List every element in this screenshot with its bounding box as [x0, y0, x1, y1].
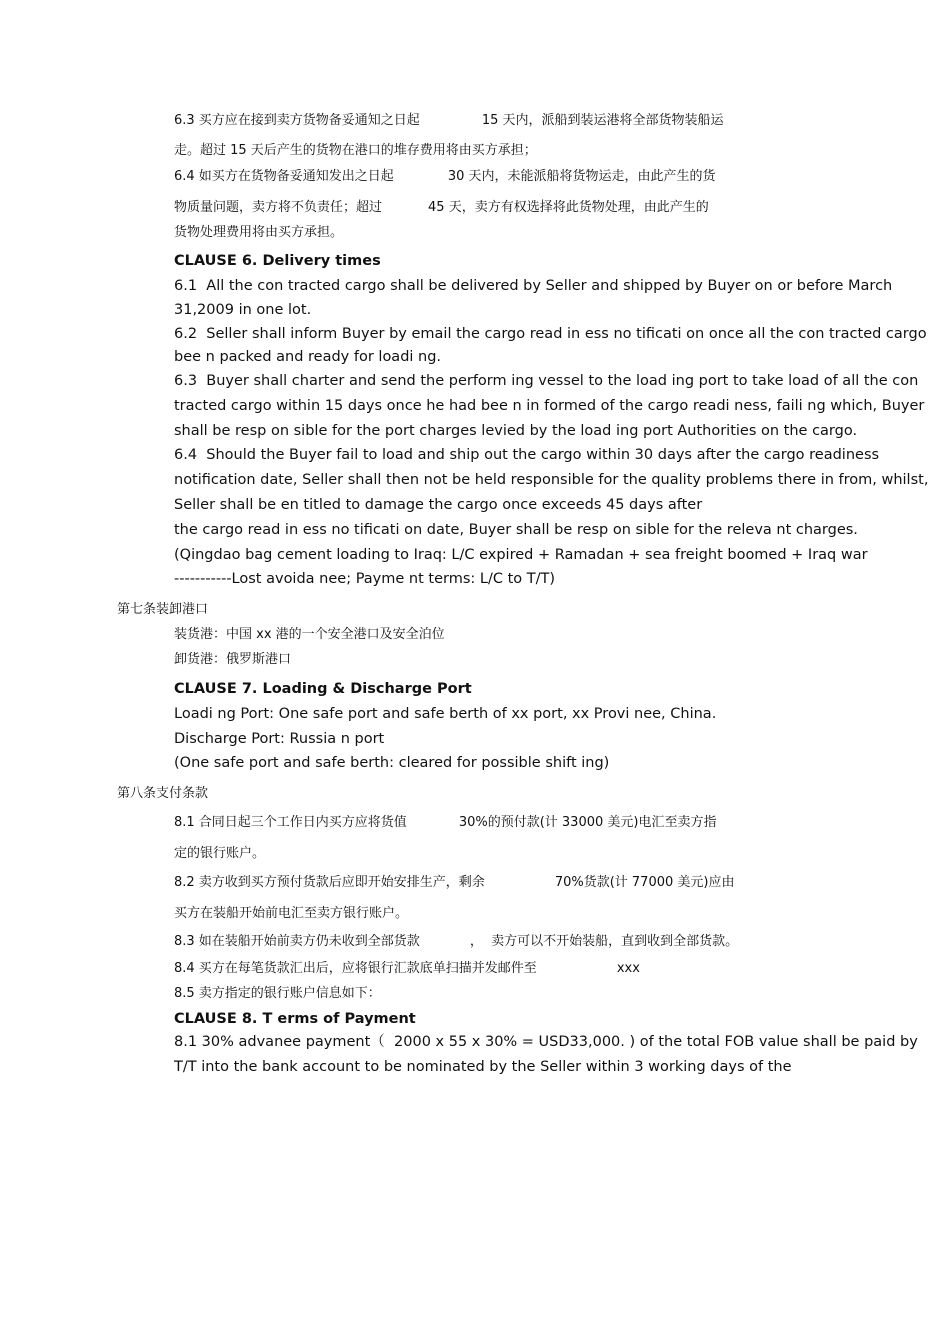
clause-6-4-line-3: Seller shall be en titled to damage the cargo once exceeds 45 days after — [174, 497, 703, 513]
note-line-1: (Qingdao bag cement loading to Iraq: L/C expired + Ramadan + sea freight boomed + Iraq war — [174, 547, 868, 563]
text-segment: 8.4 买方在每笔货款汇出后，应将银行汇款底单扫描并发邮件至 — [174, 961, 537, 976]
clause-8-1-line-1: 8.1 30% advanee payment（ 2000 x 55 x 30% = USD33,000. ) of the total FOB value shall be paid by — [174, 1034, 918, 1050]
text-segment: ， 卖方可以不开始装船，直到收到全部货款。 — [469, 934, 739, 949]
cn-clause-7-loading-port: 装货港：中国 xx 港的一个安全港口及安全泊位 — [174, 627, 445, 642]
cn-clause-6-3-line-1 — [174, 112, 724, 130]
clause-6-3-line-1: 6.3 Buyer shall charter and send the perform ing vessel to the load ing port to take load of all the con — [174, 373, 919, 389]
cn-clause-8-3 — [174, 933, 738, 951]
clause-7-heading: CLAUSE 7. Loading & Discharge Port — [174, 681, 472, 697]
cn-clause-6-4-line-1 — [174, 168, 716, 186]
clause-8-heading: CLAUSE 8. T erms of Payment — [174, 1011, 416, 1027]
note-line-2: -----------Lost avoida nee; Payme nt terms: L/C to T/T) — [174, 571, 555, 587]
clause-6-3-line-3: shall be resp on sible for the port charges levied by the load ing port Authorities on the cargo. — [174, 423, 858, 439]
cn-clause-6-4-line-3: 货物处理费用将由买方承担。 — [174, 225, 344, 240]
clause-6-2-line-2: bee n packed and ready for loadi ng. — [174, 349, 442, 365]
clause-6-1-line-1: 6.1 All the con tracted cargo shall be delivered by Seller and shipped by Buyer on or before March — [174, 278, 893, 294]
cn-clause-8-heading: 第八条支付条款 — [117, 786, 209, 801]
cn-clause-8-1-line-1 — [174, 814, 716, 832]
cn-clause-6-3-line-2: 走。超过 15 天后产生的货物在港口的堆存费用将由买方承担； — [174, 143, 537, 158]
text-segment: 6.4 如买方在货物备妥通知发出之日起 — [174, 169, 394, 184]
clause-6-4-line-2: notification date, Seller shall then not be held responsible for the quality problems there in from, whilst, — [174, 472, 929, 488]
clause-7-discharge-port: Discharge Port: Russia n port — [174, 731, 385, 747]
clause-6-1-line-2: 31,2009 in one lot. — [174, 302, 312, 318]
text-segment: 30 天内，未能派船将货物运走，由此产生的货 — [447, 169, 716, 184]
text-segment: 15 天内，派船到装运港将全部货物装船运 — [481, 113, 724, 128]
clause-7-loading-port: Loadi ng Port: One safe port and safe berth of xx port, xx Provi nee, China. — [174, 706, 717, 722]
text-segment: 物质量问题，卖方将不负责任；超过 — [174, 200, 383, 215]
cn-clause-8-4 — [174, 960, 640, 978]
clause-8-1-line-2: T/T into the bank account to be nominated by the Seller within 3 working days of the — [174, 1059, 792, 1075]
text-segment: 30%的预付款(计 33000 美元)电汇至卖方指 — [458, 815, 717, 830]
cn-clause-8-1-line-2: 定的银行账户。 — [174, 846, 266, 861]
text-segment: 8.1 合同日起三个工作日内买方应将货值 — [174, 815, 407, 830]
text-segment: 8.3 如在装船开始前卖方仍未收到全部货款 — [174, 934, 420, 949]
clause-6-3-line-2: tracted cargo within 15 days once he had bee n in formed of the cargo readi ness, faili ng which, Buyer — [174, 398, 925, 414]
cn-clause-8-2-line-1 — [174, 874, 734, 892]
text-segment: 45 天，卖方有权选择将此货物处理，由此产生的 — [428, 200, 709, 215]
clause-7-note: (One safe port and safe berth: cleared for possible shift ing) — [174, 755, 610, 771]
cn-clause-8-2-line-2: 买方在装船开始前电汇至卖方银行账户。 — [174, 906, 409, 921]
clause-6-heading: CLAUSE 6. Delivery times — [174, 253, 381, 269]
cn-clause-7-discharge-port: 卸货港：俄罗斯港口 — [174, 652, 292, 667]
text-segment: 8.2 卖方收到买方预付货款后应即开始安排生产，剩余 — [174, 875, 485, 890]
text-segment: 70%货款(计 77000 美元)应由 — [554, 875, 735, 890]
text-segment: xxx — [616, 961, 640, 976]
clause-6-4-line-1: 6.4 Should the Buyer fail to load and ship out the cargo within 30 days after the cargo readiness — [174, 447, 880, 463]
cn-clause-7-heading: 第七条装卸港口 — [117, 602, 209, 617]
cn-clause-8-5: 8.5 卖方指定的银行账户信息如下： — [174, 986, 381, 1001]
text-segment: 6.3 买方应在接到卖方货物备妥通知之日起 — [174, 113, 420, 128]
clause-6-4-line-4: the cargo read in ess no tificati on date, Buyer shall be resp on sible for the releva nt charges. — [174, 522, 858, 538]
cn-clause-6-4-line-2 — [174, 199, 709, 217]
clause-6-2-line-1: 6.2 Seller shall inform Buyer by email the cargo read in ess no tificati on once all the con tracted cargo — [174, 326, 927, 342]
